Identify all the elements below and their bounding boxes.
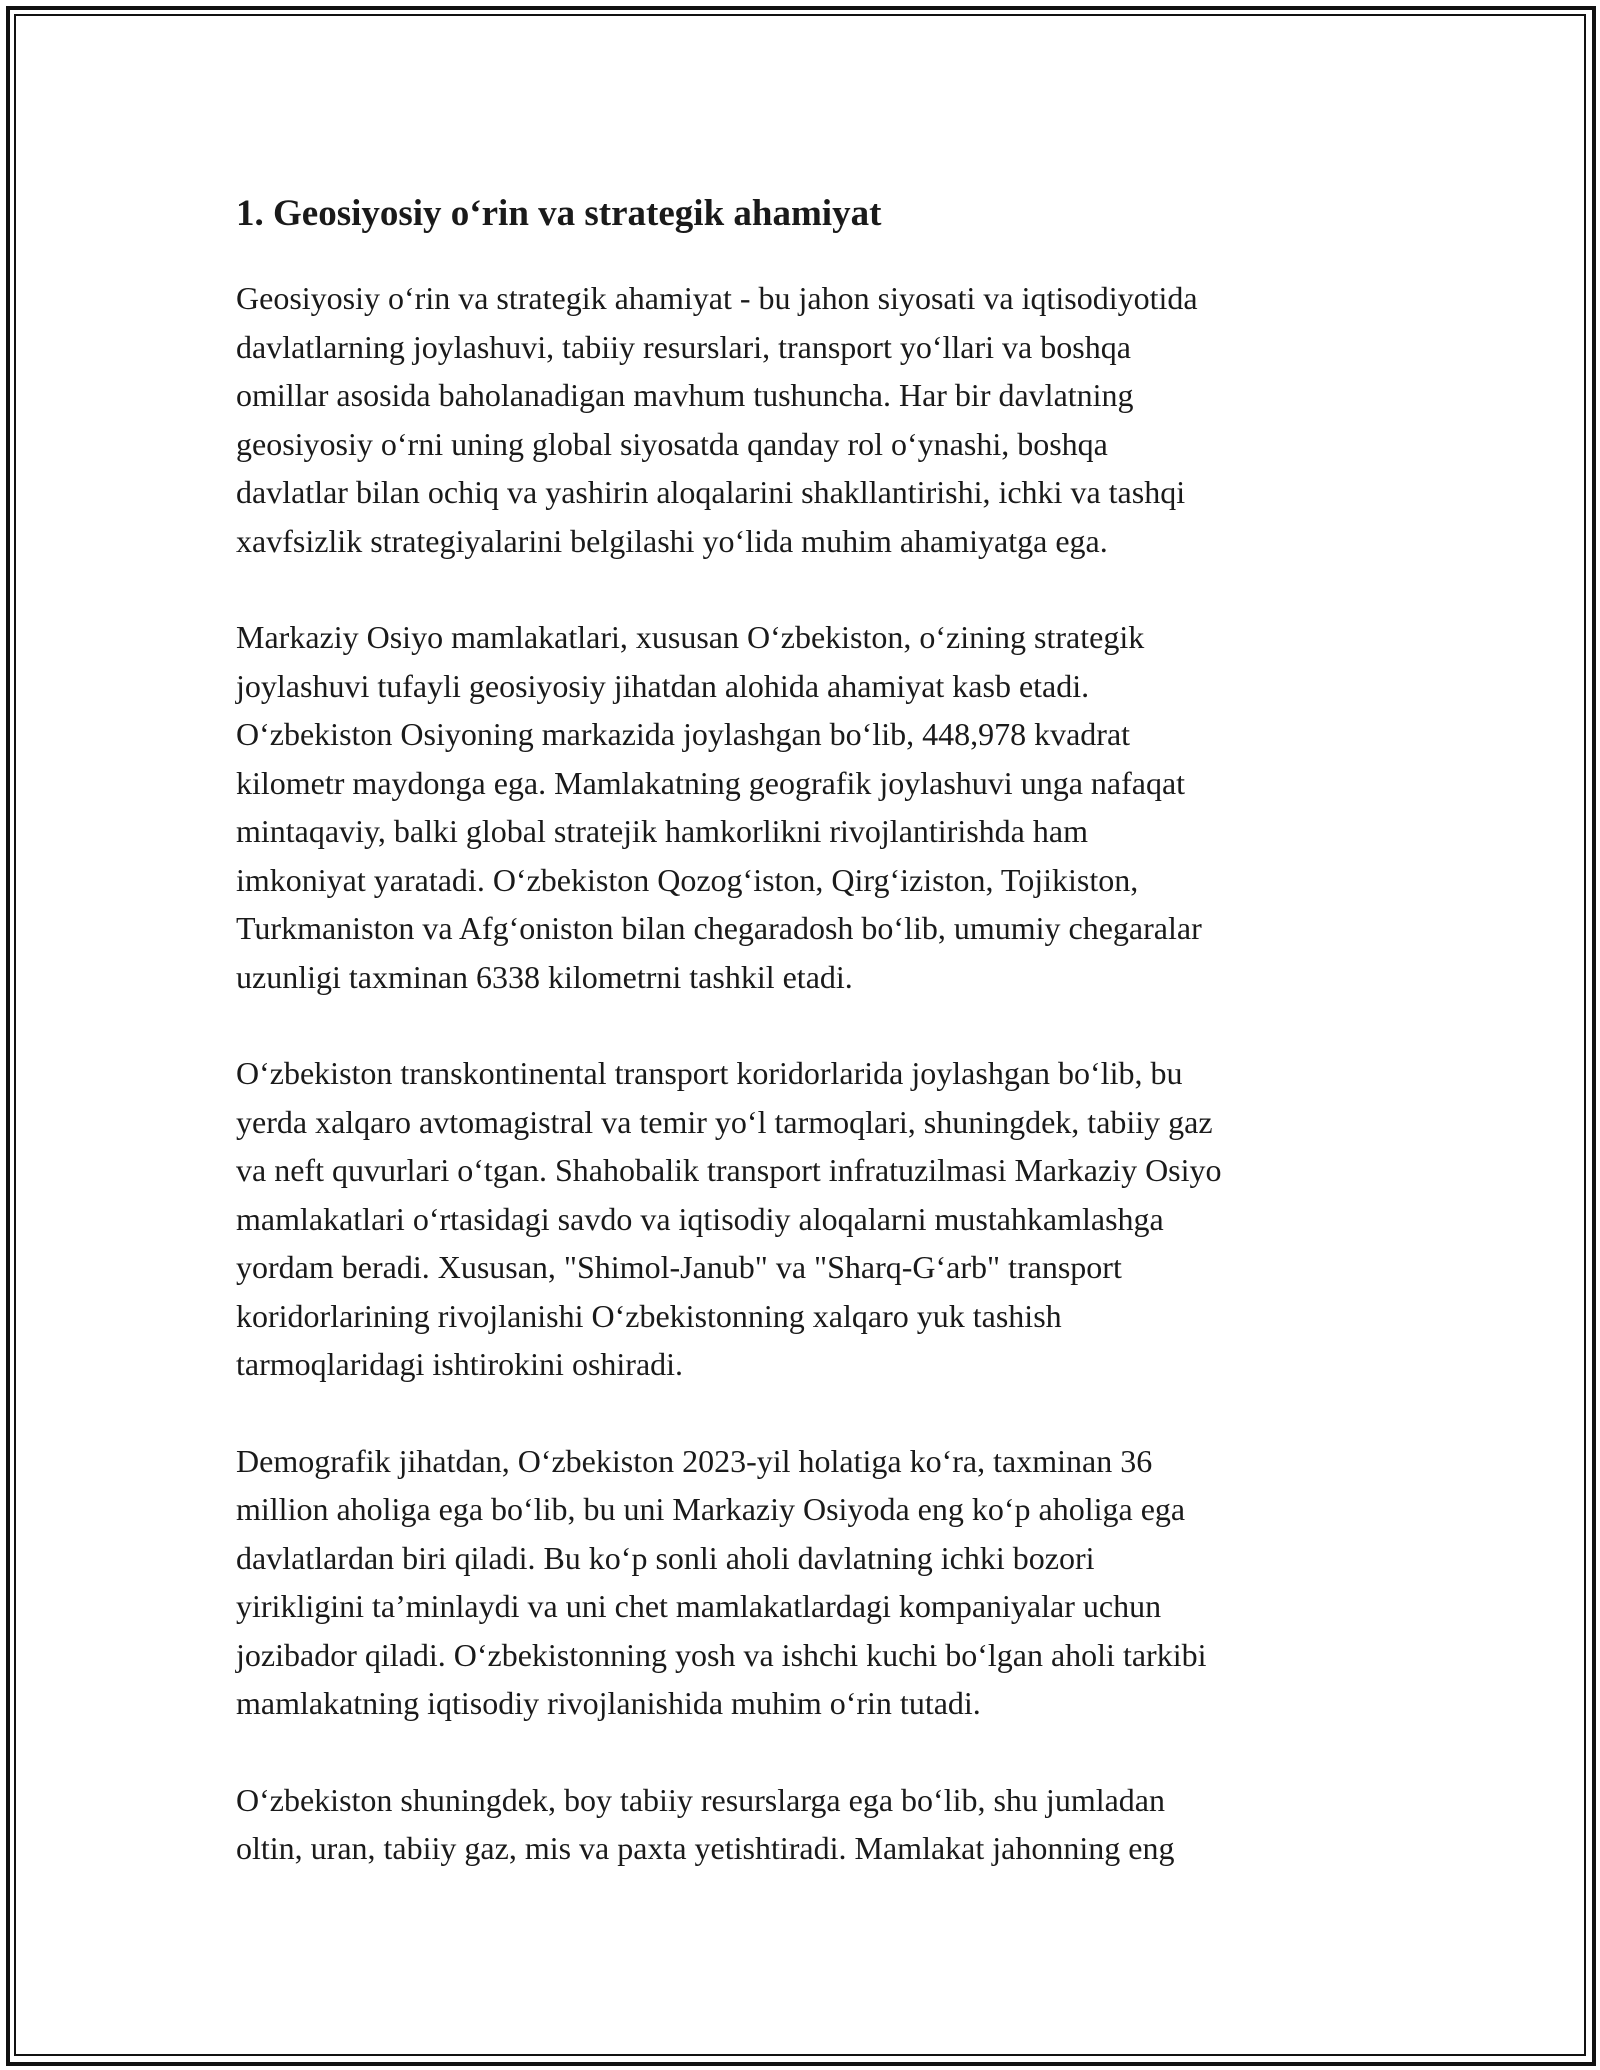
paragraph-geopolitical-definition: Geosiyosiy o‘rin va strategik ahamiyat - bu jahon siyosati va iqtisodiyotida davlatlarning joylashuvi, tabiiy resurslari, transport yo‘llari va boshqa omillar asosida baholanadigan mavhum tushuncha. Har bir davlatning geosiyosiy o‘rni uning global siyosatda qanday rol o‘ynashi, boshqa davlatlar bilan ochiq va yashirin aloqalarini shakllantirishi, ichki va tashqi xavfsizlik strategiyalarini belgilashi yo‘lida muhim ahamiyatga ega. <box>236 280 1198 559</box>
section-heading: 1. Geosiyosiy o‘rin va strategik ahamiyat <box>236 193 882 234</box>
paragraph-transport-corridors: O‘zbekiston transkontinental transport koridorlarida joylashgan bo‘lib, bu yerda xalqaro avtomagistral va temir yo‘l tarmoqlari, shuningdek, tabiiy gaz va neft quvurlari o‘tgan. Shahobalik transport infratuzilmasi Markaziy Osiyo mamlakatlari o‘rtasidagi savdo va iqtisodiy aloqalarni mustahkamlashga yordam beradi. Xususan, "Shimol-Janub" va "Sharq-G‘arb" transport koridorlarining rivojlanishi O‘zbekistonning xalqaro yuk tashish tarmoqlaridagi ishtirokini oshiradi. <box>236 1055 1222 1382</box>
paragraph-natural-resources: O‘zbekiston shuningdek, boy tabiiy resurslarga ega bo‘lib, shu jumladan oltin, uran, tabiiy gaz, mis va paxta yetishtiradi. Mamlakat jahonning eng <box>236 1781 1175 1866</box>
document-body <box>236 186 1376 1921</box>
paragraph-central-asia-location: Markaziy Osiyo mamlakatlari, xususan O‘zbekiston, o‘zining strategik joylashuvi tufayli geosiyosiy jihatdan alohida ahamiyat kasb etadi. O‘zbekiston Osiyoning markazida joylashgan bo‘lib, 448,978 kvadrat kilometr maydonga ega. Mamlakatning geografik joylashuvi unga nafaqat mintaqaviy, balki global stratejik hamkorlikni rivojlantirishda ham imkoniyat yaratadi. O‘zbekiston Qozog‘iston, Qirg‘iziston, Tojikiston, Turkmaniston va Afg‘oniston bilan chegaradosh bo‘lib, umumiy chegaralar uzunligi taxminan 6338 kilometrni tashkil etadi. <box>236 619 1202 995</box>
paragraph-demographics: Demografik jihatdan, O‘zbekiston 2023-yil holatiga ko‘ra, taxminan 36 million aholiga ega bo‘lib, bu uni Markaziy Osiyoda eng ko‘p aholiga ega davlatlardan biri qiladi. Bu ko‘p sonli aholi davlatning ichki bozori yirikligini ta’minlaydi va uni chet mamlakatlardagi kompaniyalar uchun jozibador qiladi. O‘zbekistonning yosh va ishchi kuchi bo‘lgan aholi tarkibi mamlakatning iqtisodiy rivojlanishida muhim o‘rin tutadi. <box>236 1442 1207 1721</box>
